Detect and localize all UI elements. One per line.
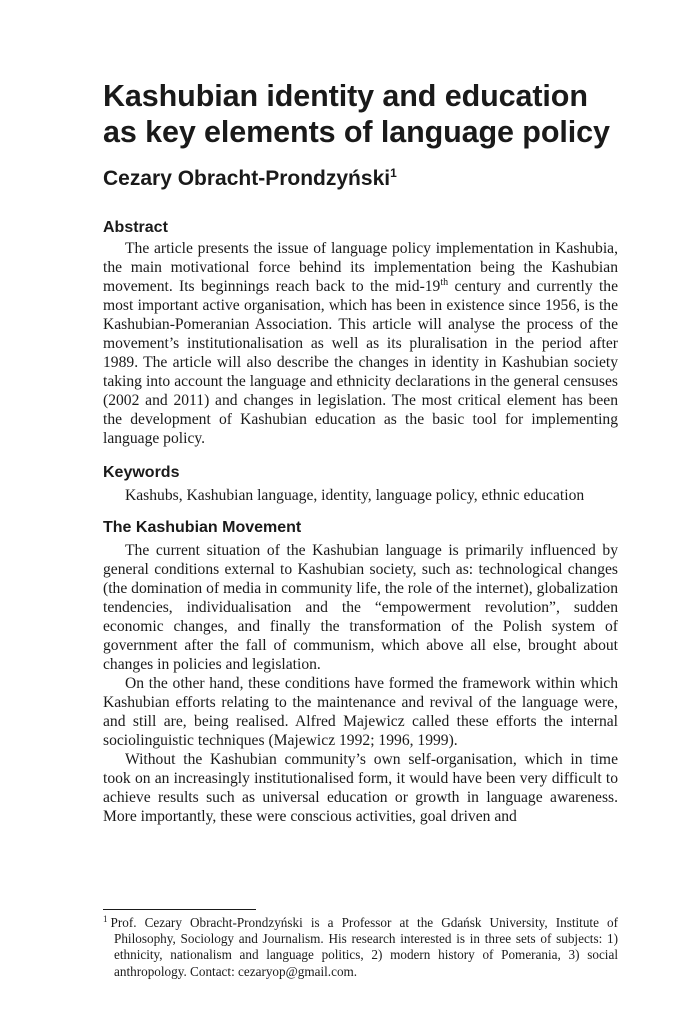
keywords-text: Kashubs, Kashubian language, identity, language policy, ethnic education [125, 487, 585, 504]
author-line [103, 166, 618, 192]
body-paragraph: On the other hand, these conditions have formed the framework within which Kashubian efforts relating to the maintenance and revival of the language were, and still are, being realised. Alfred Majewicz called these efforts the internal sociolinguistic techniques (Majewicz 1992; 1996, 1999). [103, 675, 618, 749]
footnote-marker: 1 [103, 913, 108, 924]
footnote [103, 915, 618, 980]
footnote-reference[interactable]: 1 [390, 166, 397, 180]
footnote-divider [103, 909, 256, 910]
keywords-heading: Keywords [103, 464, 180, 481]
abstract-text-part-2: century and currently the most important active organisation, which has been in existence since 1956, is the Kashubian-Pomeranian Association. This article will analyse the process of the movement’s institutionalisation as well as its pluralisation in the period after 1989. The article will also describe the changes in identity in Kashubian society taking into account the language and ethnicity declarations in the general censuses (2002 and 2011) and changes in legislation. The most critical element has been the development of Kashubian education as the basic tool for implementing language policy. [103, 278, 618, 447]
author-name: Cezary Obracht-Prondzyński [103, 167, 391, 190]
abstract-text-part-1: The article presents the issue of language policy implementation in Kashubia, the main motivational force behind its implementation being the Kashubian movement. Its beginnings reach back to the mid-19 [103, 240, 618, 295]
abstract-heading: Abstract [103, 219, 168, 236]
body-paragraph: The current situation of the Kashubian language is primarily influenced by general conditions external to Kashubian society, such as: technological changes (the domination of media in community life, the role of the internet), globalization tendencies, individualisation and the “empowerment revolution”, sudden economic changes, and finally the transformation of the Polish system of government after the fall of communism, which above all else, brought about changes in policies and legislation. [103, 542, 618, 673]
abstract-paragraph [103, 239, 618, 448]
abstract-superscript: th [440, 276, 449, 288]
footnote-text: Prof. Cezary Obracht-Prondzyński is a Professor at the Gdańsk University, Institute of Philosophy, Sociology and Journalism. His research interested is in three sets of subjects: 1) ethnicity, nationalism and language politics, 2) modern history of Pomerania, 3) social anthropology. Contact: cezaryop@gmail.com. [110, 915, 618, 979]
article-title: Kashubian identity and education as key elements of language policy [103, 79, 610, 149]
body-paragraph: Without the Kashubian community’s own self-organisation, which in time took on an increasingly institutionalised form, it would have been very difficult to achieve results such as universal education or growth in language awareness. More importantly, these were conscious activities, goal driven and [103, 751, 618, 825]
section-heading: The Kashubian Movement [103, 519, 302, 536]
article-page [103, 78, 618, 826]
